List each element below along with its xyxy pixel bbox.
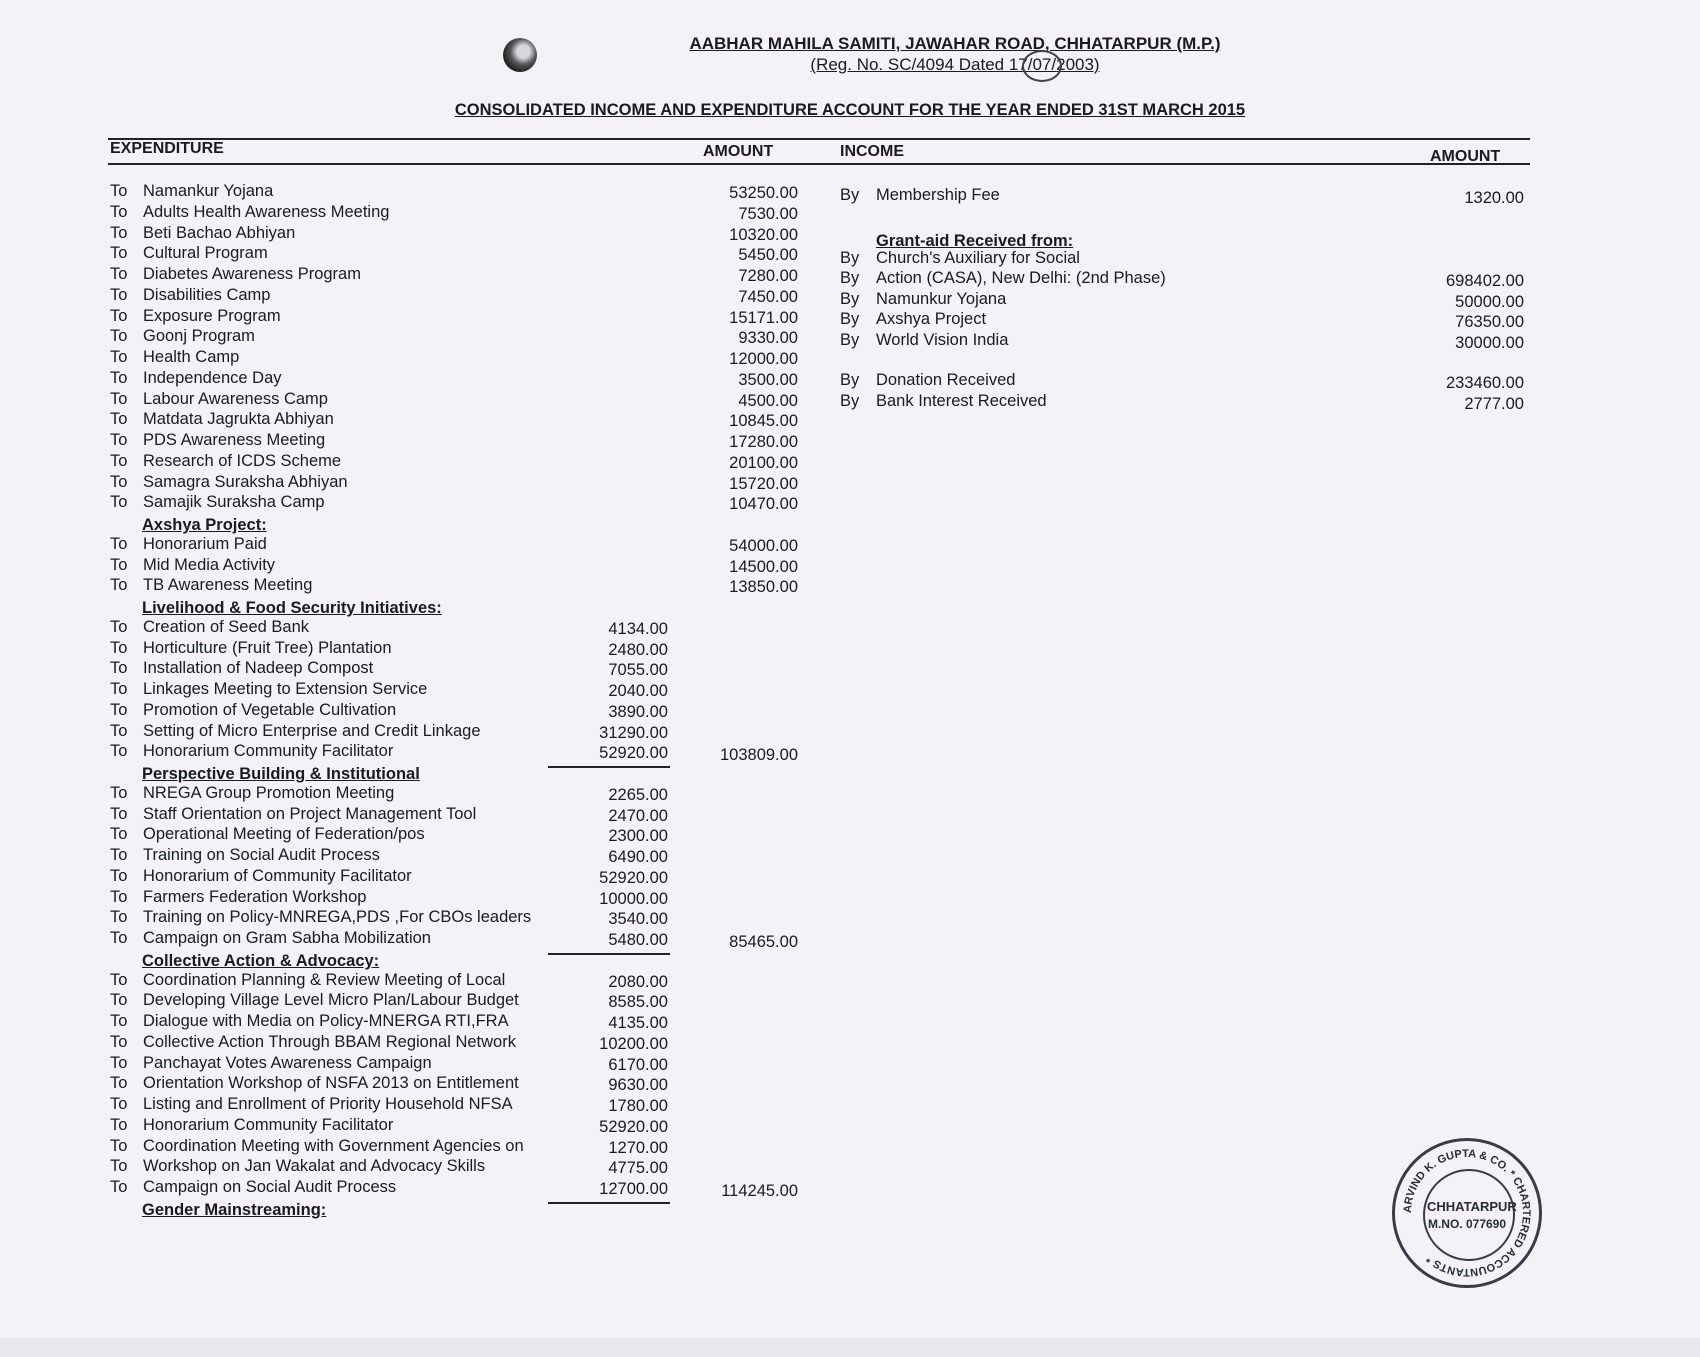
expenditure-total-amount: 103809.00	[720, 746, 798, 765]
expenditure-prefix: To	[110, 555, 128, 574]
page-bottom-edge	[0, 1338, 1700, 1357]
expenditure-total-amount: 12000.00	[729, 350, 798, 368]
expenditure-prefix: To	[110, 783, 128, 802]
expenditure-sub-amount: 9630.00	[608, 1076, 668, 1095]
seal-city: CHHATARPUR	[1427, 1199, 1517, 1214]
expenditure-sub-amount: 5480.00	[608, 931, 668, 949]
subtotal-rule	[548, 766, 670, 768]
expenditure-sub-amount: 2480.00	[608, 640, 668, 659]
expenditure-prefix: To	[110, 182, 128, 200]
expenditure-item-label: Honorarium Paid	[143, 534, 267, 553]
expenditure-total-amount: 7280.00	[738, 267, 798, 285]
expenditure-item-label: Promotion of Vegetable Cultivation	[143, 700, 397, 719]
expenditure-sub-amount: 1270.00	[608, 1138, 668, 1157]
expenditure-total-amount: 7450.00	[738, 287, 798, 306]
expenditure-total-amount: 54000.00	[729, 536, 798, 555]
expenditure-total-amount: 10320.00	[729, 225, 798, 244]
org-name: AABHAR MAHILA SAMITI, JAWAHAR ROAD, CHHATARPUR (M.P.)	[689, 34, 1221, 53]
expenditure-item-label: Creation of Seed Bank	[143, 617, 310, 636]
expenditure-item-label: Adults Health Awareness Meeting	[143, 202, 390, 221]
income-amount: 698402.00	[1446, 272, 1524, 290]
expenditure-prefix: To	[110, 929, 128, 947]
expenditure-item-label: Research of ICDS Scheme	[143, 451, 342, 470]
expenditure-item-label: Labour Awareness Camp	[143, 389, 328, 408]
income-amount: 30000.00	[1455, 333, 1524, 352]
expenditure-total-amount: 20100.00	[729, 453, 798, 472]
expenditure-item-label: PDS Awareness Meeting	[143, 431, 326, 449]
expenditure-prefix: To	[110, 1012, 128, 1030]
expenditure-sub-amount: 3540.00	[608, 910, 668, 929]
expenditure-sub-amount: 4775.00	[608, 1159, 668, 1178]
expenditure-item-label: Collective Action Through BBAM Regional Network	[143, 1032, 516, 1051]
expenditure-prefix: To	[110, 244, 128, 263]
income-prefix: By	[840, 391, 860, 410]
expenditure-item-label: Farmers Federation Workshop	[143, 887, 367, 906]
expenditure-prefix: To	[110, 1053, 128, 1072]
expenditure-total-amount: 5450.00	[738, 246, 798, 265]
header-bottom-rule	[108, 163, 1530, 165]
expenditure-item-label: Horticulture (Fruit Tree) Plantation	[143, 638, 392, 657]
expenditure-sub-amount: 6490.00	[608, 848, 668, 866]
expenditure-prefix: To	[110, 846, 128, 864]
expenditure-sub-amount: 2265.00	[608, 785, 668, 804]
income-item-label: World Vision India	[876, 330, 1009, 349]
expenditure-prefix: To	[110, 680, 128, 698]
expenditure-prefix: To	[110, 638, 128, 657]
expenditure-item-label: TB Awareness Meeting	[143, 576, 313, 595]
expenditure-item-label: Honorarium Community Facilitator	[143, 1115, 394, 1134]
expenditure-sub-amount: 52920.00	[599, 744, 668, 763]
expenditure-prefix: To	[110, 202, 128, 221]
expenditure-total-amount: 15720.00	[729, 474, 798, 493]
income-item-label: Church's Auxiliary for Social	[876, 248, 1080, 267]
small-stamp-icon	[1022, 50, 1062, 82]
income-item-label: Axshya Project	[876, 310, 987, 328]
expenditure-column-header: EXPENDITURE	[110, 140, 224, 157]
expenditure-item-label: Coordination Planning & Review Meeting of Local	[143, 970, 506, 989]
seal-membership-no: M.NO. 077690	[1427, 1217, 1507, 1231]
expenditure-prefix: To	[110, 991, 128, 1010]
expenditure-prefix: To	[110, 1074, 128, 1093]
expenditure-item-label: Orientation Workshop of NSFA 2013 on Entitlement	[143, 1074, 519, 1093]
expenditure-sub-amount: 2080.00	[608, 972, 668, 991]
expenditure-item-label: Samagra Suraksha Abhiyan	[143, 472, 348, 491]
expenditure-item-label: Developing Village Level Micro Plan/Labour Budget	[143, 991, 519, 1010]
expenditure-item-label: Health Camp	[143, 348, 240, 366]
expenditure-prefix: To	[110, 866, 128, 885]
expenditure-prefix: To	[110, 659, 128, 678]
expenditure-item-label: Setting of Micro Enterprise and Credit Linkage	[143, 721, 481, 740]
expenditure-total-amount: 114245.00	[721, 1182, 798, 1200]
expenditure-total-amount: 53250.00	[729, 184, 798, 202]
expenditure-total-amount: 7530.00	[738, 204, 798, 223]
income-amount-header: AMOUNT	[1430, 148, 1501, 165]
subtotal-rule	[548, 1202, 670, 1204]
expenditure-item-label: Training on Social Audit Process	[143, 846, 380, 864]
income-amount: 76350.00	[1455, 313, 1524, 331]
auditor-seal	[1392, 1138, 1542, 1288]
expenditure-total-amount: 14500.00	[729, 557, 798, 576]
expenditure-item-label: Independence Day	[143, 368, 282, 387]
expenditure-item-label: Matdata Jagrukta Abhiyan	[143, 410, 334, 429]
expenditure-prefix: To	[110, 493, 128, 512]
income-prefix: By	[840, 289, 860, 308]
income-item-label: Namunkur Yojana	[876, 289, 1007, 308]
expenditure-prefix: To	[110, 887, 128, 906]
expenditure-sub-amount: 10000.00	[599, 889, 668, 908]
expenditure-sub-amount: 2300.00	[608, 827, 668, 846]
expenditure-section-heading: Collective Action & Advocacy:	[142, 951, 380, 970]
expenditure-prefix: To	[110, 1157, 128, 1176]
statement-title: CONSOLIDATED INCOME AND EXPENDITURE ACCOUNT FOR THE YEAR ENDED 31ST MARCH 2015	[454, 101, 1246, 119]
expenditure-sub-amount: 3890.00	[608, 702, 668, 721]
expenditure-prefix: To	[110, 1032, 128, 1051]
expenditure-prefix: To	[110, 534, 128, 553]
expenditure-prefix: To	[110, 742, 128, 761]
expenditure-total-amount: 4500.00	[738, 391, 798, 410]
expenditure-item-label: Dialogue with Media on Policy-MNERGA RTI,FRA	[143, 1012, 509, 1030]
expenditure-item-label: Campaign on Social Audit Process	[143, 1178, 397, 1196]
expenditure-prefix: To	[110, 431, 128, 449]
income-prefix: By	[840, 186, 860, 204]
income-prefix: By	[840, 330, 860, 349]
expenditure-prefix: To	[110, 451, 128, 470]
expenditure-prefix: To	[110, 908, 128, 927]
expenditure-section-heading: Axshya Project:	[142, 516, 267, 534]
income-amount: 1320.00	[1464, 189, 1524, 207]
expenditure-sub-amount: 4134.00	[608, 619, 668, 638]
expenditure-prefix: To	[110, 368, 128, 387]
expenditure-prefix: To	[110, 265, 128, 283]
expenditure-amount-header: AMOUNT	[703, 143, 774, 160]
expenditure-total-amount: 9330.00	[738, 329, 798, 348]
expenditure-prefix: To	[110, 825, 128, 844]
expenditure-item-label: Mid Media Activity	[143, 555, 276, 574]
income-amount: 50000.00	[1455, 292, 1524, 311]
expenditure-prefix: To	[110, 1095, 128, 1113]
expenditure-total-amount: 85465.00	[729, 933, 798, 951]
expenditure-sub-amount: 12700.00	[599, 1180, 668, 1198]
expenditure-sub-amount: 31290.00	[599, 723, 668, 742]
expenditure-prefix: To	[110, 410, 128, 429]
expenditure-item-label: Linkages Meeting to Extension Service	[143, 680, 428, 698]
expenditure-item-label: Staff Orientation on Project Management Tool	[143, 804, 477, 823]
expenditure-item-label: NREGA Group Promotion Meeting	[143, 783, 395, 802]
expenditure-item-label: Samajik Suraksha Camp	[143, 493, 325, 512]
income-prefix: By	[840, 371, 860, 389]
income-item-label: Donation Received	[876, 371, 1016, 389]
registration-number: (Reg. No. SC/4094 Dated 17/07/2003)	[810, 55, 1100, 74]
expenditure-sub-amount: 2040.00	[608, 682, 668, 700]
expenditure-sub-amount: 4135.00	[608, 1014, 668, 1032]
subtotal-rule	[548, 953, 670, 955]
expenditure-total-amount: 15171.00	[729, 308, 798, 327]
expenditure-total-amount: 10845.00	[729, 412, 798, 431]
expenditure-sub-amount: 8585.00	[608, 993, 668, 1012]
expenditure-prefix: To	[110, 1115, 128, 1134]
expenditure-item-label: Operational Meeting of Federation/pos	[143, 825, 425, 844]
expenditure-prefix: To	[110, 327, 128, 346]
expenditure-item-label: Diabetes Awareness Program	[143, 265, 361, 283]
expenditure-prefix: To	[110, 804, 128, 823]
income-prefix: By	[840, 269, 860, 287]
expenditure-total-amount: 3500.00	[738, 370, 798, 389]
expenditure-item-label: Panchayat Votes Awareness Campaign	[143, 1053, 432, 1072]
expenditure-prefix: To	[110, 1178, 128, 1196]
expenditure-sub-amount: 52920.00	[599, 1117, 668, 1136]
income-prefix: By	[840, 310, 860, 328]
expenditure-item-label: Training on Policy-MNREGA,PDS ,For CBOs leaders	[143, 908, 532, 927]
expenditure-item-label: Honorarium Community Facilitator	[143, 742, 394, 761]
expenditure-prefix: To	[110, 721, 128, 740]
expenditure-total-amount: 13850.00	[729, 578, 798, 597]
income-item-label: Action (CASA), New Delhi: (2nd Phase)	[876, 269, 1166, 287]
expenditure-prefix: To	[110, 472, 128, 491]
expenditure-item-label: Campaign on Gram Sabha Mobilization	[143, 929, 431, 947]
expenditure-item-label: Honorarium of Community Facilitator	[143, 866, 412, 885]
expenditure-item-label: Cultural Program	[143, 244, 268, 263]
expenditure-item-label: Namankur Yojana	[143, 182, 274, 200]
expenditure-prefix: To	[110, 617, 128, 636]
expenditure-prefix: To	[110, 306, 128, 325]
expenditure-total-amount: 10470.00	[729, 495, 798, 514]
expenditure-item-label: Coordination Meeting with Government Agencies on	[143, 1136, 524, 1155]
income-prefix: By	[840, 248, 860, 267]
expenditure-item-label: Installation of Nadeep Compost	[143, 659, 374, 678]
income-section-heading: Grant-aid Received from:	[876, 231, 1074, 250]
expenditure-item-label: Listing and Enrollment of Priority Household NFSA	[143, 1095, 513, 1113]
expenditure-sub-amount: 6170.00	[608, 1055, 668, 1074]
income-item-label: Membership Fee	[876, 186, 1000, 204]
header-top-rule	[108, 138, 1530, 140]
expenditure-sub-amount: 52920.00	[599, 868, 668, 887]
seal-ring-text: ARVIND K. GUPTA & CO. * CHARTERED ACCOUNTANTS *	[1401, 1147, 1533, 1279]
expenditure-item-label: Beti Bachao Abhiyan	[143, 223, 296, 242]
expenditure-sub-amount: 7055.00	[608, 661, 668, 680]
expenditure-sub-amount: 2470.00	[608, 806, 668, 825]
expenditure-prefix: To	[110, 285, 128, 304]
expenditure-sub-amount: 1780.00	[608, 1097, 668, 1115]
expenditure-prefix: To	[110, 389, 128, 408]
expenditure-prefix: To	[110, 348, 128, 366]
income-amount: 2777.00	[1464, 394, 1524, 413]
expenditure-prefix: To	[110, 700, 128, 719]
expenditure-item-label: Disabilities Camp	[143, 285, 271, 304]
expenditure-prefix: To	[110, 576, 128, 595]
expenditure-section-heading: Perspective Building & Institutional	[142, 765, 420, 783]
expenditure-item-label: Exposure Program	[143, 306, 281, 325]
expenditure-sub-amount: 10200.00	[599, 1034, 668, 1053]
expenditure-item-label: Goonj Program	[143, 327, 255, 346]
expenditure-section-heading: Gender Mainstreaming:	[142, 1200, 327, 1219]
seal-inner-circle	[1423, 1169, 1515, 1261]
income-item-label: Bank Interest Received	[876, 391, 1047, 410]
income-column-header: INCOME	[840, 143, 904, 160]
expenditure-total-amount: 17280.00	[729, 433, 798, 451]
expenditure-prefix: To	[110, 970, 128, 989]
income-amount: 233460.00	[1446, 374, 1524, 392]
expenditure-section-heading: Livelihood & Food Security Initiatives:	[142, 599, 442, 617]
expenditure-prefix: To	[110, 223, 128, 242]
expenditure-prefix: To	[110, 1136, 128, 1155]
expenditure-item-label: Workshop on Jan Wakalat and Advocacy Skills	[143, 1157, 486, 1176]
